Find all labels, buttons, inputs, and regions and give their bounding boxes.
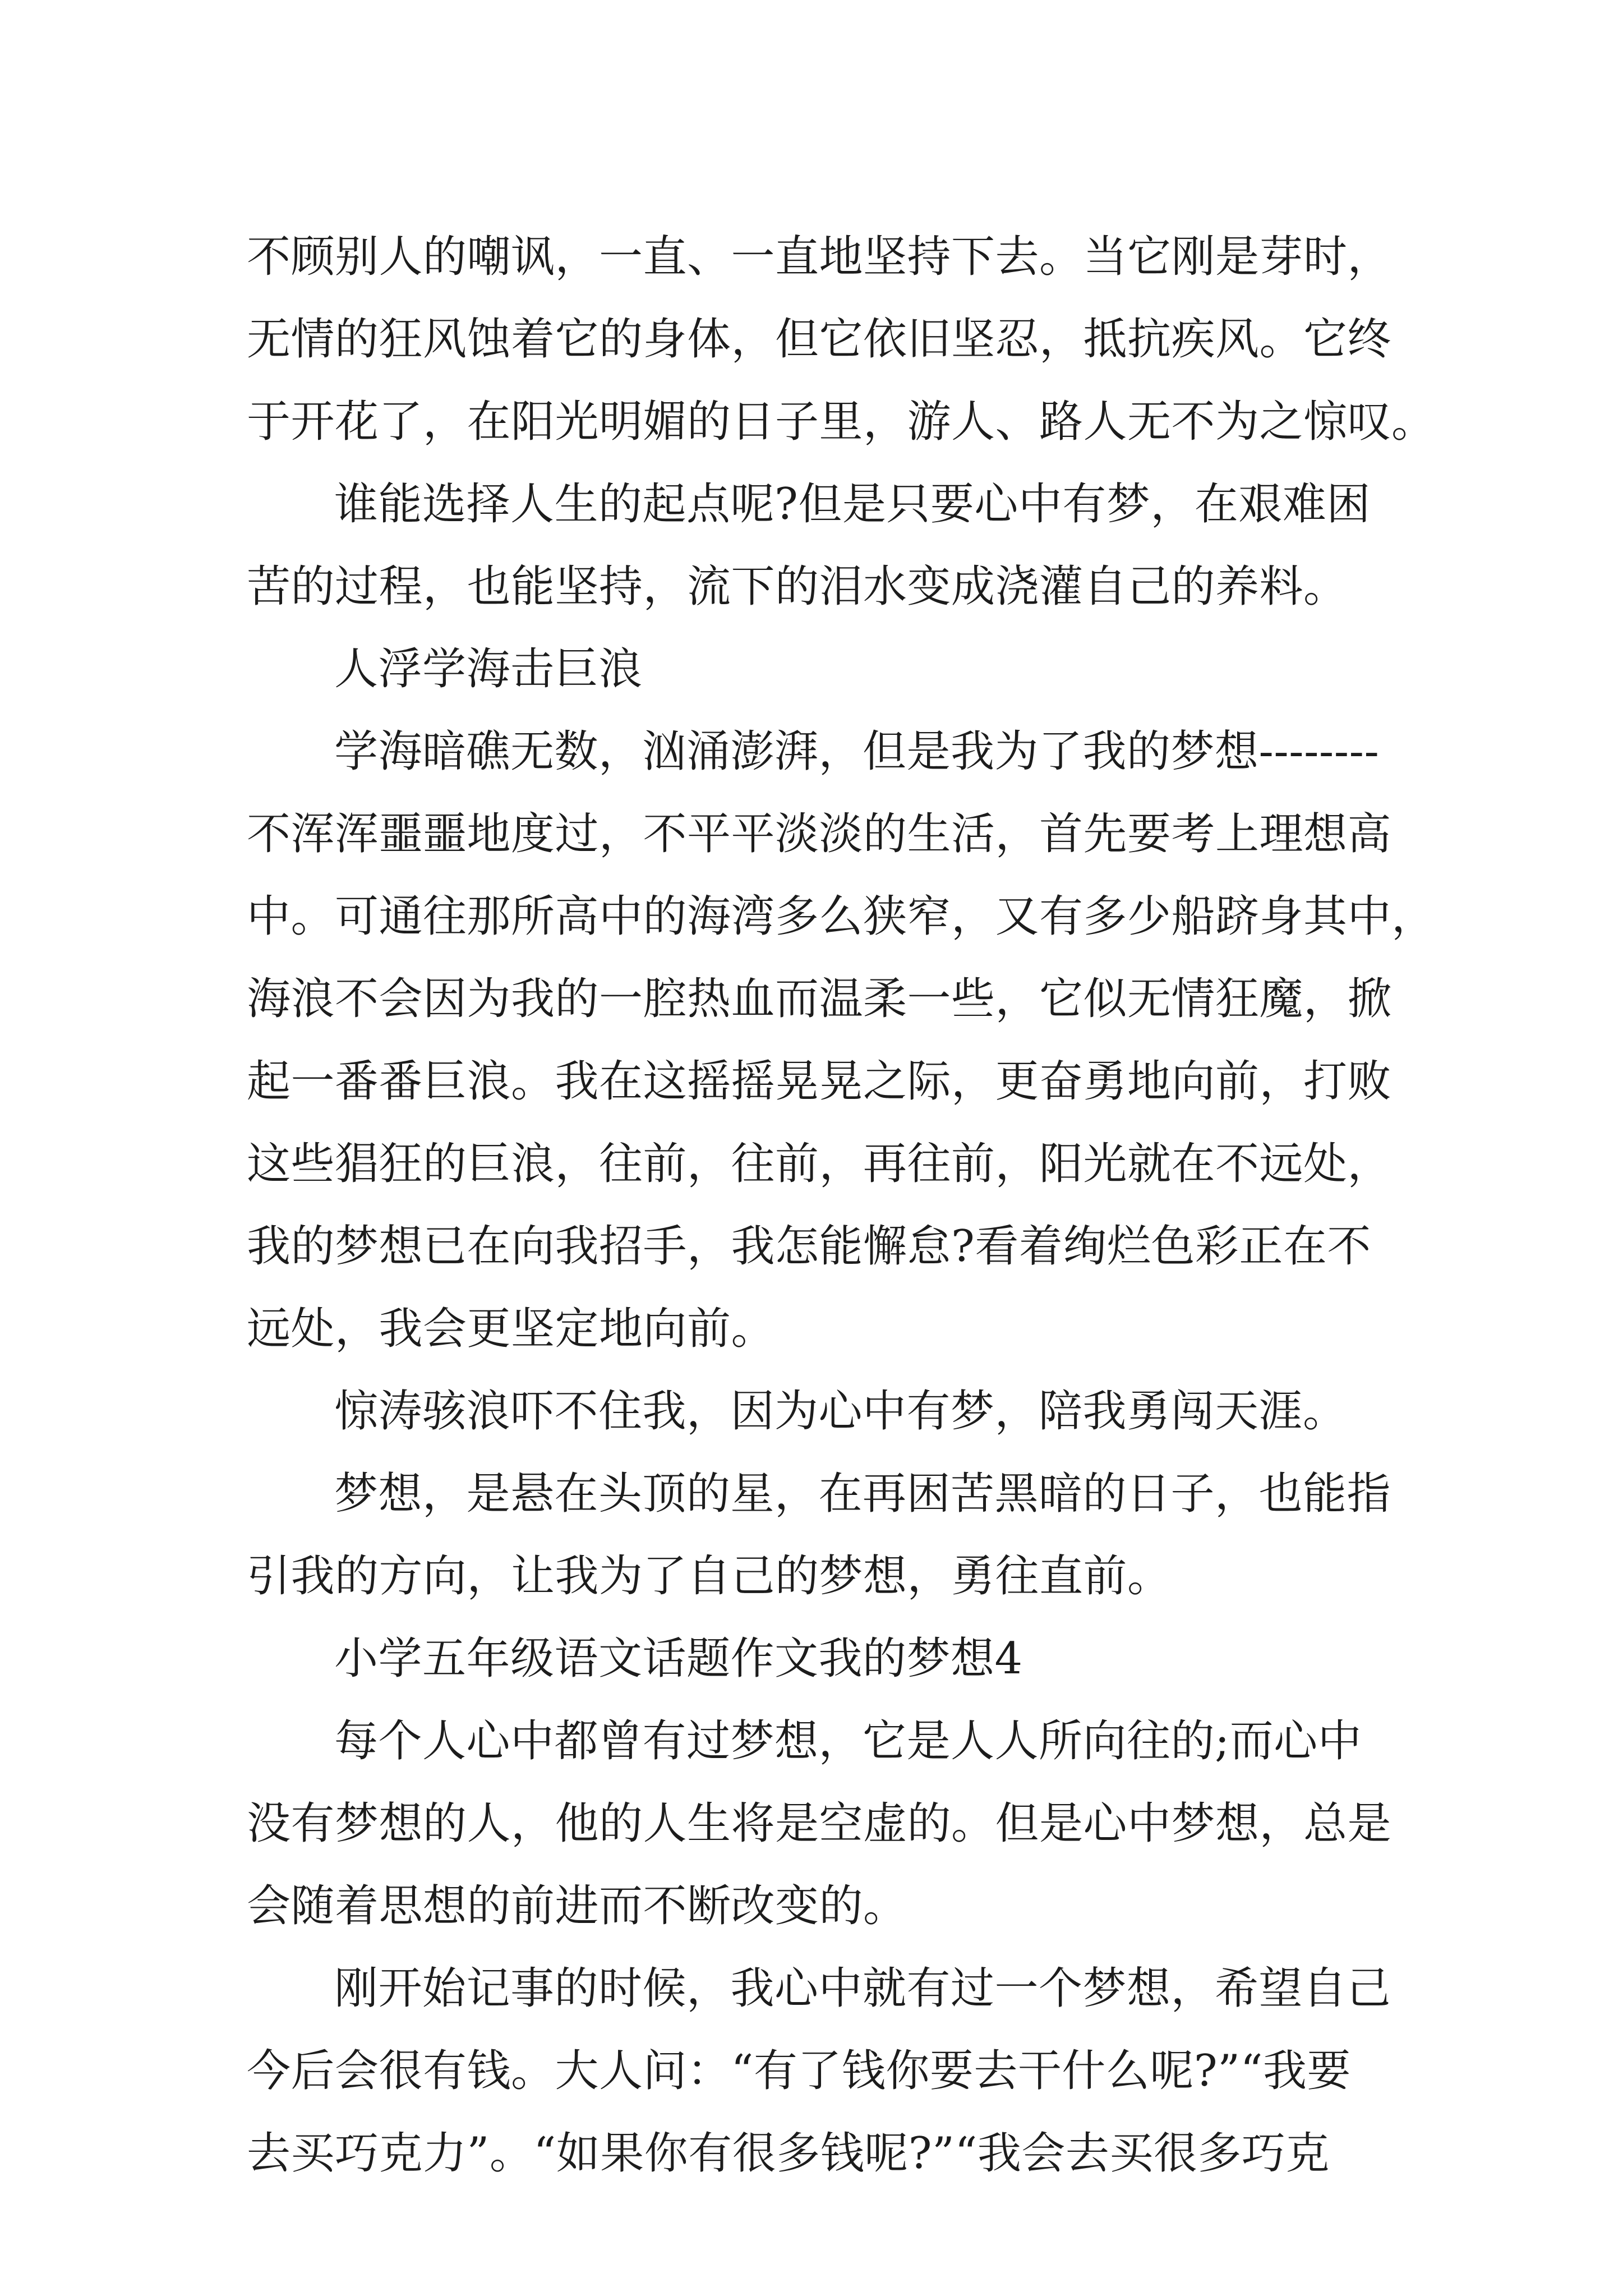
text-line: 没有梦想的人，他的人生将是空虚的。但是心中梦想，总是 xyxy=(247,1798,1392,1849)
paragraph-start-line: 谁能选择人生的起点呢?但是只要心中有梦，在艰难困 xyxy=(334,479,1371,530)
text-line: 这些猖狂的巨浪，往前，往前，再往前，阳光就在不远处， xyxy=(247,1139,1392,1189)
text-line: 会随着思想的前进而不断改变的。 xyxy=(247,1881,907,1931)
paragraph-start-line: 惊涛骇浪吓不住我，因为心中有梦，陪我勇闯天涯。 xyxy=(334,1386,1347,1437)
text-line: 不浑浑噩噩地度过，不平平淡淡的生活，首先要考上理想高 xyxy=(247,809,1392,859)
text-line: 起一番番巨浪。我在这摇摇晃晃之际，更奋勇地向前，打败 xyxy=(247,1056,1392,1107)
text-line: 今后会很有钱。大人问：“有了钱你要去干什么呢?”“我要 xyxy=(247,2046,1351,2096)
text-line: 苦的过程，也能坚持，流下的泪水变成浇灌自己的养料。 xyxy=(247,562,1348,612)
text-line: 不顾别人的嘲讽，一直、一直地坚持下去。当它刚是芽时， xyxy=(247,232,1392,282)
paragraph-start-line: 每个人心中都曾有过梦想，它是人人所向往的;而心中 xyxy=(334,1716,1362,1766)
paragraph-start-line: 学海暗礁无数，汹涌澎湃，但是我为了我的梦想-------- xyxy=(334,726,1380,777)
text-line: 中。可通往那所高中的海湾多么狭窄，又有多少船跻身其中， xyxy=(247,891,1436,942)
text-line: 海浪不会因为我的一腔热血而温柔一些，它似无情狂魔，掀 xyxy=(247,974,1392,1024)
text-line: 引我的方向，让我为了自己的梦想，勇往直前。 xyxy=(247,1551,1172,1602)
section-heading: 小学五年级语文话题作文我的梦想4 xyxy=(334,1634,1023,1684)
body-text xyxy=(247,216,1436,2195)
paragraph-start-line: 梦想，是悬在头顶的星，在再困苦黑暗的日子，也能指 xyxy=(334,1469,1391,1519)
text-line: 我的梦想已在向我招手，我怎能懈怠?看着绚烂色彩正在不 xyxy=(247,1221,1371,1272)
text-line: 无情的狂风蚀着它的身体，但它依旧坚忍，抵抗疾风。它终 xyxy=(247,314,1392,365)
section-heading: 人浮学海击巨浪 xyxy=(334,644,643,694)
text-line: 于开花了，在阳光明媚的日子里，游人、路人无不为之惊叹。 xyxy=(247,397,1436,447)
text-line: 远处，我会更坚定地向前。 xyxy=(247,1304,776,1354)
text-line: 去买巧克力”。“如果你有很多钱呢?”“我会去买很多巧克 xyxy=(247,2128,1330,2179)
paragraph-start-line: 刚开始记事的时候，我心中就有过一个梦想，希望自己 xyxy=(334,1963,1391,2014)
